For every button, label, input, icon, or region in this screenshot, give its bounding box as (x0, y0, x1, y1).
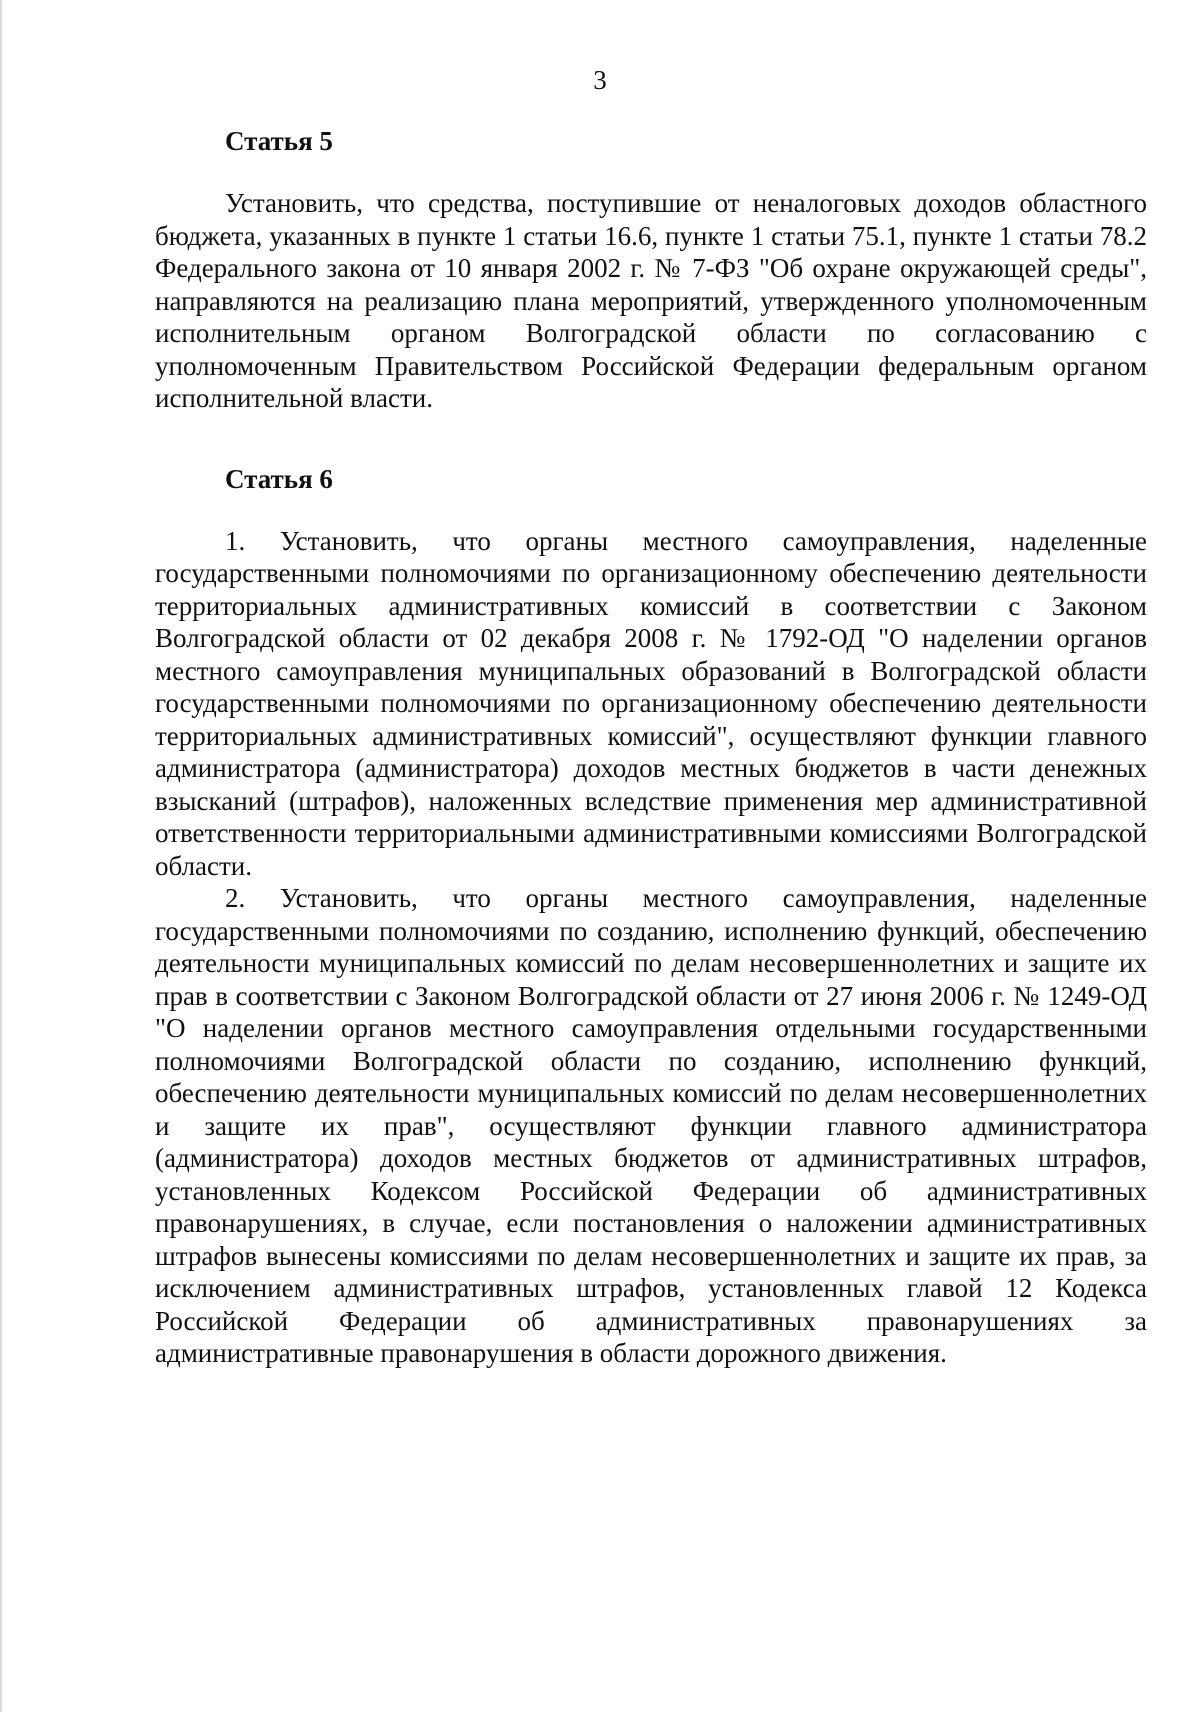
page-number: 3 (593, 65, 607, 95)
article-5 (155, 125, 1147, 415)
document-body (155, 125, 1147, 1370)
article-6 (155, 463, 1147, 1370)
article-5-paragraph: Установить, что средства, поступившие от неналоговых доходов областного бюджета, указанных в пункте 1 статьи 16.6, пункте 1 статьи 75.1, пункте 1 статьи 78.2 Федерального закона от 10 января 2002 г. № 7-ФЗ "Об охране окружающей среды", направляются на реализацию плана мероприятий, утвержденного уполномоченным исполнительным органом Волгоградской области по согласованию с уполномоченным Правительством Российской Федерации федеральным органом исполнительной власти. (155, 188, 1147, 413)
article-6-item-1: 1. Установить, что органы местного самоуправления, наделенные государственными полномочиями по организационному обеспечению деятельности территориальных административных комиссий в соответствии с Законом Волгоградской области от 02 декабря 2008 г. № 1792-ОД "О наделении органов местного самоуправления муниципальных образований в Волгоградской области государственными полномочиями по организационному обеспечению деятельности территориальных административных комиссий", осуществляют функции главного администратора (администратора) доходов местных бюджетов в части денежных взысканий (штрафов), наложенных вследствие применения мер административной ответственности территориальными административными комиссиями Волгоградской области. (155, 525, 1147, 881)
scan-edge-shadow (0, 0, 3, 1712)
article-6-item-2: 2. Установить, что органы местного самоуправления, наделенные государственными полномочиями по созданию, исполнению функций, обеспечению деятельности муниципальных комиссий по делам несовершеннолетних и защите их прав в соответствии с Законом Волгоградской области от 27 июня 2006 г. № 1249-ОД "О наделении органов местного самоуправления отдельными государственными полномочиями Волгоградской области по созданию, исполнению функций, обеспечению деятельности муниципальных комиссий по делам несовершеннолетних и защите их прав", осуществляют функции главного администратора (администратора) доходов местных бюджетов от административных штрафов, установленных Кодексом Российской Федерации об административных правонарушениях, в случае, если постановления о наложении административных штрафов вынесены комиссиями по делам несовершеннолетних и защите их прав, за исключением административных штрафов, установленных главой 12 Кодекса Российской Федерации об административных правонарушениях за административные правонарушения в области дорожного движения. (155, 883, 1147, 1368)
article-6-heading: Статья 6 (225, 463, 333, 494)
article-5-heading: Статья 5 (225, 126, 333, 156)
